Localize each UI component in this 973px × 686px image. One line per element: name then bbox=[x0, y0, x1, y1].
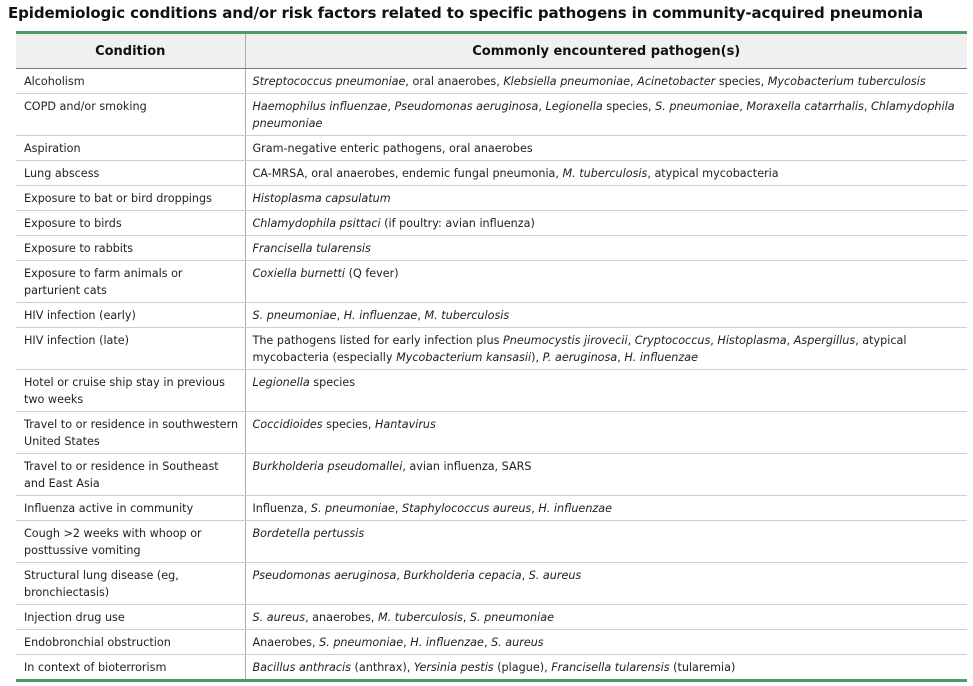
pathogen-name: Coxiella burnetti bbox=[252, 267, 346, 280]
pathogen-text: Anaerobes, bbox=[252, 636, 320, 649]
condition-cell: Aspiration bbox=[16, 136, 245, 161]
pathogens-cell bbox=[245, 236, 967, 261]
pathogen-name: Pneumocystis jirovecii bbox=[502, 334, 628, 347]
pathogen-text: , bbox=[483, 636, 492, 649]
pathogen-name: Francisella tularensis bbox=[252, 242, 371, 255]
pathogen-name: Aspergillus bbox=[793, 334, 856, 347]
pathogen-name: Histoplasma bbox=[717, 334, 787, 347]
pathogen-text: , bbox=[403, 636, 411, 649]
pathogen-text: , bbox=[394, 502, 403, 515]
pathogen-text: , avian influenza, SARS bbox=[402, 460, 532, 473]
condition-cell: Hotel or cruise ship stay in previous two weeks bbox=[16, 370, 245, 412]
pathogen-text: (Q fever) bbox=[345, 267, 399, 280]
pathogen-table bbox=[16, 34, 967, 679]
table-row bbox=[16, 412, 967, 454]
pathogen-text: , bbox=[396, 569, 404, 582]
condition-cell: Alcoholism bbox=[16, 69, 245, 94]
table-row bbox=[16, 655, 967, 680]
table-row bbox=[16, 261, 967, 303]
condition-cell: Influenza active in community bbox=[16, 496, 245, 521]
pathogen-text: , bbox=[336, 309, 344, 322]
pathogen-text: , atypical mycobacteria (especially bbox=[252, 334, 907, 364]
header-row bbox=[16, 34, 967, 69]
pathogen-text: , bbox=[739, 100, 747, 113]
condition-cell: Travel to or residence in southwestern United States bbox=[16, 412, 245, 454]
condition-cell: Exposure to farm animals or parturient cats bbox=[16, 261, 245, 303]
pathogens-cell bbox=[245, 655, 967, 680]
pathogen-text: CA-MRSA, oral anaerobes, endemic fungal pneumonia, bbox=[252, 167, 563, 180]
pathogen-name: Chlamydophila psittaci bbox=[252, 217, 381, 230]
pathogen-text: , bbox=[863, 100, 871, 113]
pathogen-name: Legionella bbox=[545, 100, 603, 113]
pathogens-cell bbox=[245, 521, 967, 563]
pathogen-name: Yersinia pestis bbox=[413, 661, 494, 674]
pathogen-name: Moraxella catarrhalis bbox=[746, 100, 864, 113]
condition-cell: Exposure to rabbits bbox=[16, 236, 245, 261]
pathogens-cell bbox=[245, 136, 967, 161]
condition-cell: Exposure to birds bbox=[16, 211, 245, 236]
condition-cell: In context of bioterrorism bbox=[24, 661, 167, 674]
pathogen-name: Streptococcus pneumoniae bbox=[252, 75, 406, 88]
pathogen-text: species, bbox=[602, 100, 656, 113]
pathogens-cell bbox=[245, 94, 967, 136]
condition-cell: HIV infection (late) bbox=[16, 328, 245, 370]
table-row bbox=[16, 236, 967, 261]
pathogens-cell bbox=[245, 630, 967, 655]
pathogens-cell bbox=[245, 261, 967, 303]
pathogen-name: Bacillus anthracis bbox=[252, 661, 351, 674]
pathogens-cell bbox=[245, 454, 967, 496]
pathogen-name: Staphylococcus aureus bbox=[402, 502, 532, 515]
pathogens-cell bbox=[245, 69, 967, 94]
pathogen-text: , oral anaerobes, bbox=[405, 75, 504, 88]
pathogen-text: (if poultry: avian influenza) bbox=[380, 217, 535, 230]
pathogen-name: M. tuberculosis bbox=[377, 611, 463, 624]
pathogen-name: Pseudomonas aeruginosa bbox=[252, 569, 397, 582]
pathogen-name: S. aureus bbox=[252, 611, 306, 624]
condition-cell: Cough >2 weeks with whoop or posttussive vomiting bbox=[16, 521, 245, 563]
pathogen-name: Burkholderia cepacia bbox=[403, 569, 522, 582]
pathogen-name: S. pneumoniae bbox=[469, 611, 554, 624]
table-row bbox=[16, 630, 967, 655]
condition-cell: Travel to or residence in Southeast and East Asia bbox=[16, 454, 245, 496]
condition-cell: Endobronchial obstruction bbox=[16, 630, 245, 655]
pathogen-text: , bbox=[617, 351, 625, 364]
pathogen-name: Bordetella pertussis bbox=[252, 527, 365, 540]
table-row bbox=[16, 521, 967, 563]
pathogen-name: S. pneumoniae bbox=[310, 502, 395, 515]
pathogen-text: species, bbox=[715, 75, 768, 88]
table-row bbox=[16, 136, 967, 161]
pathogen-name: Legionella bbox=[252, 376, 310, 389]
condition-cell: Injection drug use bbox=[16, 605, 245, 630]
pathogen-name: S. aureus bbox=[528, 569, 582, 582]
pathogen-text: , bbox=[531, 502, 539, 515]
table-row bbox=[16, 69, 967, 94]
pathogen-name: Mycobacterium kansasii bbox=[396, 351, 532, 364]
condition-cell: COPD and/or smoking bbox=[16, 94, 245, 136]
pathogen-name: Burkholderia pseudomallei bbox=[252, 460, 403, 473]
pathogen-text: , bbox=[627, 334, 635, 347]
pathogen-name: Francisella tularensis bbox=[551, 661, 670, 674]
pathogens-column-header: Commonly encountered pathogen(s) bbox=[245, 34, 967, 69]
pathogen-name: H. influenzae bbox=[538, 502, 613, 515]
pathogen-name: M. tuberculosis bbox=[424, 309, 510, 322]
pathogens-cell bbox=[245, 370, 967, 412]
pathogen-name: Mycobacterium tuberculosis bbox=[767, 75, 926, 88]
pathogens-cell bbox=[245, 161, 967, 186]
pathogen-text: Influenza, bbox=[252, 502, 311, 515]
pathogen-text: , atypical mycobacteria bbox=[647, 167, 779, 180]
pathogen-name: H. influenzae bbox=[410, 636, 484, 649]
condition-column-header: Condition bbox=[16, 34, 245, 69]
pathogen-name: Haemophilus influenzae bbox=[252, 100, 388, 113]
pathogen-text: , bbox=[521, 569, 529, 582]
table-row bbox=[16, 328, 967, 370]
pathogens-cell bbox=[245, 496, 967, 521]
pathogen-name: S. pneumoniae bbox=[319, 636, 404, 649]
table-row bbox=[16, 161, 967, 186]
table-row bbox=[16, 454, 967, 496]
pathogen-name: Pseudomonas aeruginosa bbox=[394, 100, 539, 113]
condition-cell: Structural lung disease (eg, bronchiectasis) bbox=[16, 563, 245, 605]
table-row bbox=[16, 94, 967, 136]
pathogen-text: , bbox=[387, 100, 395, 113]
pathogens-cell bbox=[245, 186, 967, 211]
pathogens-cell bbox=[245, 412, 967, 454]
pathogen-text: , bbox=[630, 75, 638, 88]
table-row bbox=[16, 186, 967, 211]
pathogen-name: Hantavirus bbox=[375, 418, 436, 431]
pathogen-name: H. influenzae bbox=[343, 309, 418, 322]
pathogen-name: P. aeruginosa bbox=[542, 351, 618, 364]
pathogen-name: Klebsiella pneumoniae bbox=[503, 75, 631, 88]
pathogen-name: Coccidioides bbox=[252, 418, 323, 431]
condition-cell: Exposure to bat or bird droppings bbox=[16, 186, 245, 211]
pathogen-text: , bbox=[710, 334, 718, 347]
pathogen-name: S. pneumoniae bbox=[655, 100, 740, 113]
pathogen-name: M. tuberculosis bbox=[562, 167, 648, 180]
pathogens-cell bbox=[245, 211, 967, 236]
pathogen-text: , bbox=[786, 334, 794, 347]
table-row bbox=[16, 563, 967, 605]
table-row bbox=[16, 211, 967, 236]
pathogen-name: Acinetobacter bbox=[637, 75, 716, 88]
pathogens-cell bbox=[245, 605, 967, 630]
table-row bbox=[16, 496, 967, 521]
pathogen-name: S. pneumoniae bbox=[252, 309, 337, 322]
pathogen-name: Chlamydophila pneumoniae bbox=[252, 100, 955, 130]
pathogen-text: The pathogens listed for early infection plus bbox=[252, 334, 503, 347]
pathogen-text: Gram-negative enteric pathogens, oral anaerobes bbox=[252, 142, 533, 155]
table-row bbox=[16, 303, 967, 328]
table-title: Epidemiologic conditions and/or risk factors related to specific pathogens in community-acquired pneumonia bbox=[8, 4, 923, 22]
condition-cell: HIV infection (early) bbox=[16, 303, 245, 328]
pathogen-name: Histoplasma capsulatum bbox=[252, 192, 391, 205]
pathogen-text: (anthrax), bbox=[350, 661, 414, 674]
pathogen-text: (plague), bbox=[493, 661, 552, 674]
table-row bbox=[16, 370, 967, 412]
pathogen-name: H. influenzae bbox=[624, 351, 698, 364]
pathogen-text: , bbox=[417, 309, 425, 322]
pathogens-cell bbox=[245, 303, 967, 328]
pathogen-text: (tularemia) bbox=[669, 661, 736, 674]
pathogens-cell bbox=[245, 563, 967, 605]
pathogen-name: S. aureus bbox=[491, 636, 544, 649]
pathogens-cell bbox=[245, 328, 967, 370]
pathogen-text: , bbox=[462, 611, 470, 624]
condition-cell: Lung abscess bbox=[16, 161, 245, 186]
pathogen-name: Cryptococcus bbox=[634, 334, 711, 347]
pathogen-text: ), bbox=[531, 351, 543, 364]
pathogen-text: , bbox=[538, 100, 546, 113]
pathogen-text: species, bbox=[322, 418, 375, 431]
table-row bbox=[16, 605, 967, 630]
table-body bbox=[16, 69, 967, 680]
pathogen-text: species bbox=[309, 376, 356, 389]
pathogen-text: , anaerobes, bbox=[305, 611, 378, 624]
table-frame bbox=[16, 31, 967, 682]
